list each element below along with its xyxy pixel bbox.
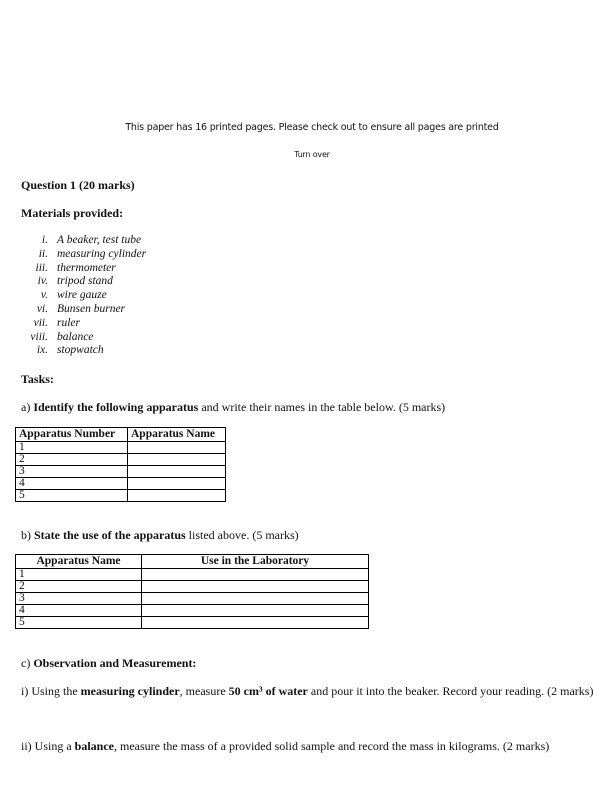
table-row xyxy=(16,605,369,617)
answer-cell[interactable] xyxy=(128,454,226,466)
table-row xyxy=(16,478,226,490)
item-number: vi. xyxy=(36,302,48,315)
row-number: 1 xyxy=(16,569,142,581)
answer-cell[interactable] xyxy=(142,569,369,581)
turn-over-note: Turn over xyxy=(294,150,330,159)
table-row xyxy=(16,442,226,454)
task-emphasis: measuring cylinder xyxy=(80,684,180,698)
item-number: ix. xyxy=(36,344,48,357)
task-c xyxy=(21,656,196,671)
row-number: 4 xyxy=(16,478,128,490)
item-text: A beaker, test tube xyxy=(57,234,142,246)
material-item xyxy=(18,289,146,303)
table-row xyxy=(16,454,226,466)
task-text: and write their names in the table below. (5 marks) xyxy=(198,400,446,414)
item-text: thermometer xyxy=(57,261,116,274)
row-number: 2 xyxy=(16,581,142,593)
task-emphasis: 50 cm³ of water xyxy=(228,684,308,698)
materials-list xyxy=(18,234,146,358)
answer-cell[interactable] xyxy=(142,617,369,629)
task-c-ii xyxy=(21,739,549,754)
task-label: a) xyxy=(21,400,34,414)
item-number: vii. xyxy=(33,316,48,329)
answer-cell[interactable] xyxy=(128,442,226,454)
apparatus-use-table xyxy=(15,554,369,629)
task-emphasis: Observation and Measurement: xyxy=(33,656,197,670)
printed-pages-notice: This paper has 16 printed pages. Please check out to ensure all pages are printed xyxy=(125,122,499,133)
table-row xyxy=(16,490,226,502)
answer-cell[interactable] xyxy=(142,581,369,593)
table-row xyxy=(16,569,369,581)
table-header: Apparatus Name xyxy=(16,555,142,569)
row-number: 1 xyxy=(16,442,128,454)
task-c-i xyxy=(21,684,593,699)
material-item xyxy=(18,248,146,262)
item-text: wire gauze xyxy=(57,289,107,302)
item-text: stopwatch xyxy=(57,344,104,357)
task-text: , measure xyxy=(179,684,229,698)
material-item xyxy=(18,275,146,289)
table-row xyxy=(16,593,369,605)
task-a xyxy=(21,400,445,415)
task-b xyxy=(21,528,299,543)
task-text: ii) Using a xyxy=(21,739,75,753)
material-item xyxy=(18,331,146,345)
item-number: viii. xyxy=(30,330,48,343)
item-number: iii. xyxy=(35,261,48,274)
apparatus-identification-table xyxy=(15,427,226,502)
answer-cell[interactable] xyxy=(128,466,226,478)
row-number: 3 xyxy=(16,466,128,478)
answer-cell[interactable] xyxy=(142,593,369,605)
row-number: 5 xyxy=(16,617,142,629)
answer-cell[interactable] xyxy=(142,605,369,617)
task-emphasis: State the use of the apparatus xyxy=(34,528,186,542)
table-header: Use in the Laboratory xyxy=(142,555,369,569)
material-item xyxy=(18,317,146,331)
item-number: ii. xyxy=(38,247,48,260)
item-text: tripod stand xyxy=(57,275,113,288)
row-number: 2 xyxy=(16,454,128,466)
task-text: , measure the mass of a provided solid sample and record the mass in kilograms. (2 marks) xyxy=(114,739,550,753)
task-text: and pour it into the beaker. Record your reading. (2 marks) xyxy=(307,684,594,698)
item-text: balance xyxy=(57,330,94,343)
materials-heading: Materials provided: xyxy=(21,206,124,220)
task-label: b) xyxy=(21,528,34,542)
item-number: iv. xyxy=(37,275,48,288)
item-text: ruler xyxy=(57,316,80,329)
task-label: c) xyxy=(21,656,34,670)
tasks-heading: Tasks: xyxy=(21,372,54,386)
question-title: Question 1 (20 marks) xyxy=(21,178,135,192)
item-text: measuring cylinder xyxy=(57,247,147,260)
table-row xyxy=(16,466,226,478)
material-item xyxy=(18,303,146,317)
material-item xyxy=(18,262,146,276)
task-text: listed above. (5 marks) xyxy=(185,528,299,542)
task-emphasis: Identify the following apparatus xyxy=(33,400,199,414)
item-number: v. xyxy=(40,289,48,302)
item-number: i. xyxy=(41,234,48,246)
table-row xyxy=(16,581,369,593)
material-item xyxy=(18,234,146,248)
answer-cell[interactable] xyxy=(128,478,226,490)
row-number: 5 xyxy=(16,490,128,502)
material-item xyxy=(18,344,146,358)
row-number: 4 xyxy=(16,605,142,617)
task-text: i) Using the xyxy=(21,684,81,698)
task-emphasis: balance xyxy=(74,739,115,753)
table-header: Apparatus Number xyxy=(16,428,128,442)
item-text: Bunsen burner xyxy=(57,302,126,315)
table-header: Apparatus Name xyxy=(128,428,226,442)
answer-cell[interactable] xyxy=(128,490,226,502)
table-row xyxy=(16,617,369,629)
row-number: 3 xyxy=(16,593,142,605)
